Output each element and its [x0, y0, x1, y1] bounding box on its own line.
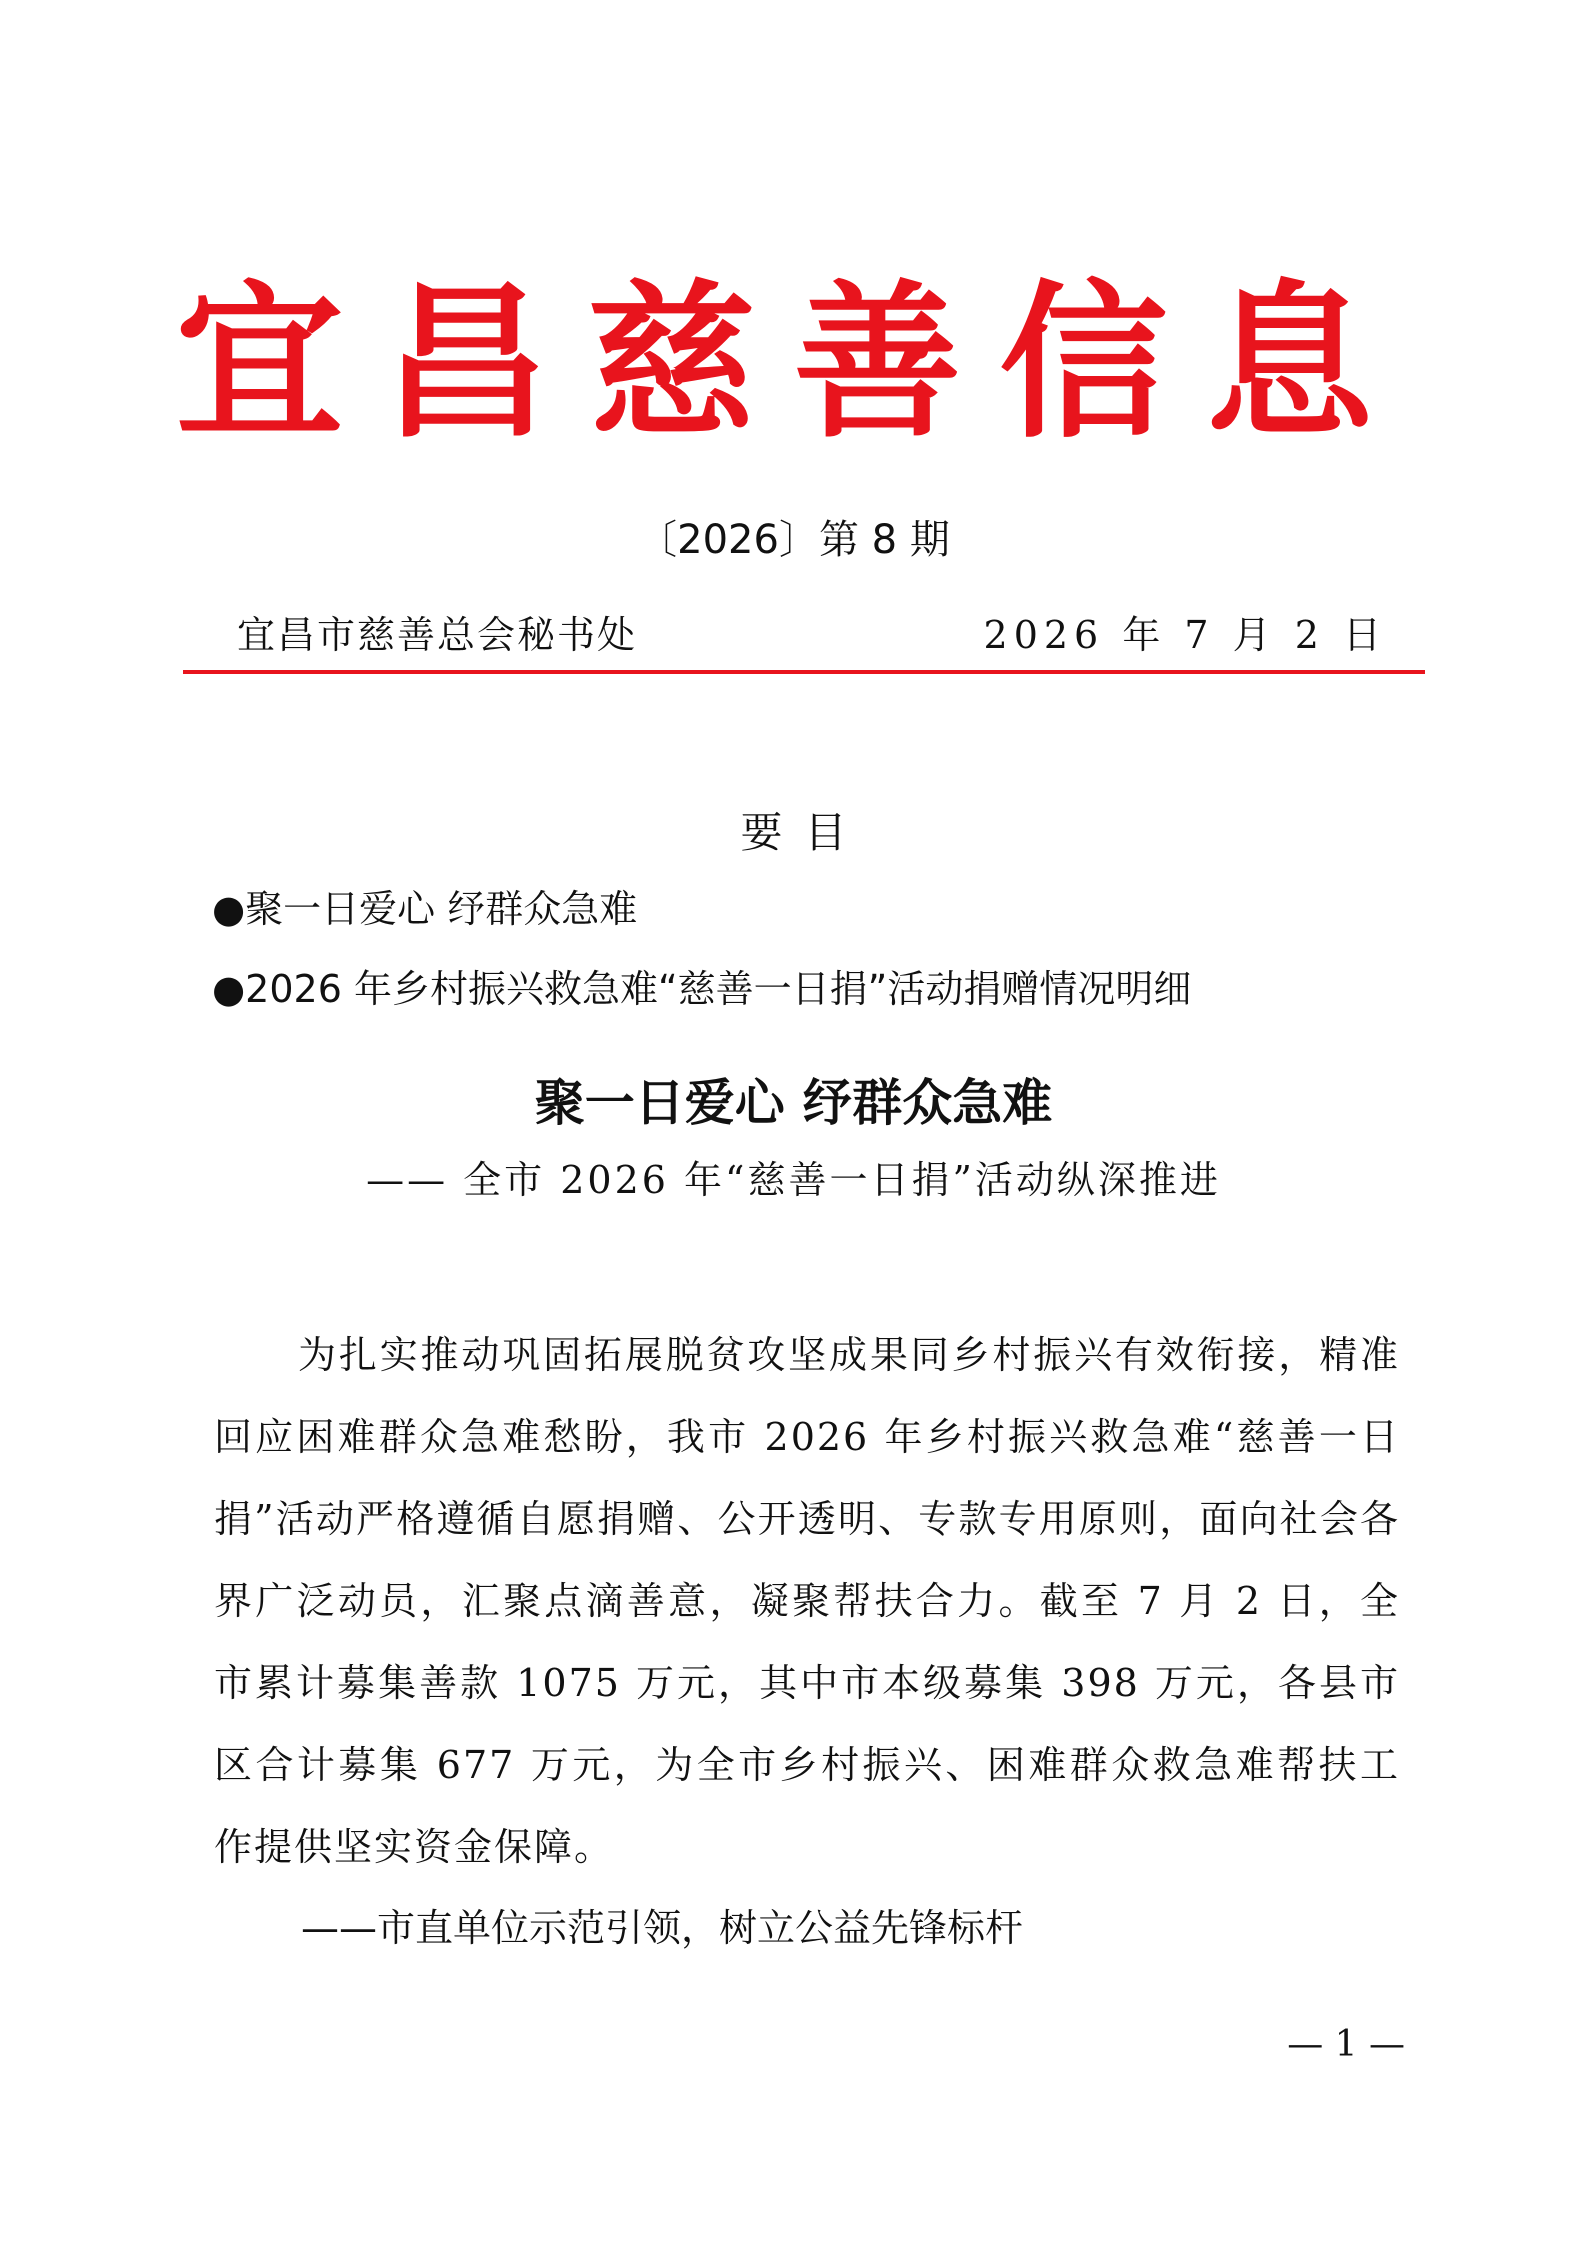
issue-date: 2026 年 7 月 2 日 — [983, 613, 1387, 657]
toc-title: 要目 — [740, 808, 869, 857]
article-title: 聚一日爱心 纾群众急难 — [534, 1073, 1053, 1132]
toc-item: ●2026 年乡村振兴救急难“慈善一日捐”活动捐赠情况明细 — [212, 967, 1192, 1011]
header-divider — [183, 670, 1425, 674]
toc-item: ●聚一日爱心 纾群众急难 — [212, 887, 638, 931]
section-heading: ——市直单位示范引领，树立公益先锋标杆 — [301, 1906, 1024, 1950]
article-paragraph: 为扎实推动巩固拓展脱贫攻坚成果同乡村振兴有效衔接，精准回应困难群众急难愁盼，我市 2026 年乡村振兴救急难“慈善一日捐”活动严格遵循自愿捐赠、公开透明、专款专用原则，面向社会各界广泛动员，汇聚点滴善意，凝聚帮扶合力。截至 7 月 2 日，全市累计募集善款 1075 万元，其中市本级募集 398 万元，各县市区合计募集 677 万元，为全市乡村振兴、困难群众救急难帮扶工作提供坚实资金保障。 — [214, 1333, 1400, 1869]
masthead-title: 宜昌慈善信息 — [175, 263, 1412, 461]
issue-number: 〔2026〕第 8 期 — [637, 517, 950, 563]
issuer-name: 宜昌市慈善总会秘书处 — [237, 613, 638, 657]
page-number: — 1 — — [1287, 2024, 1405, 2065]
article-subtitle: —— 全市 2026 年“慈善一日捐”活动纵深推进 — [366, 1158, 1221, 1202]
